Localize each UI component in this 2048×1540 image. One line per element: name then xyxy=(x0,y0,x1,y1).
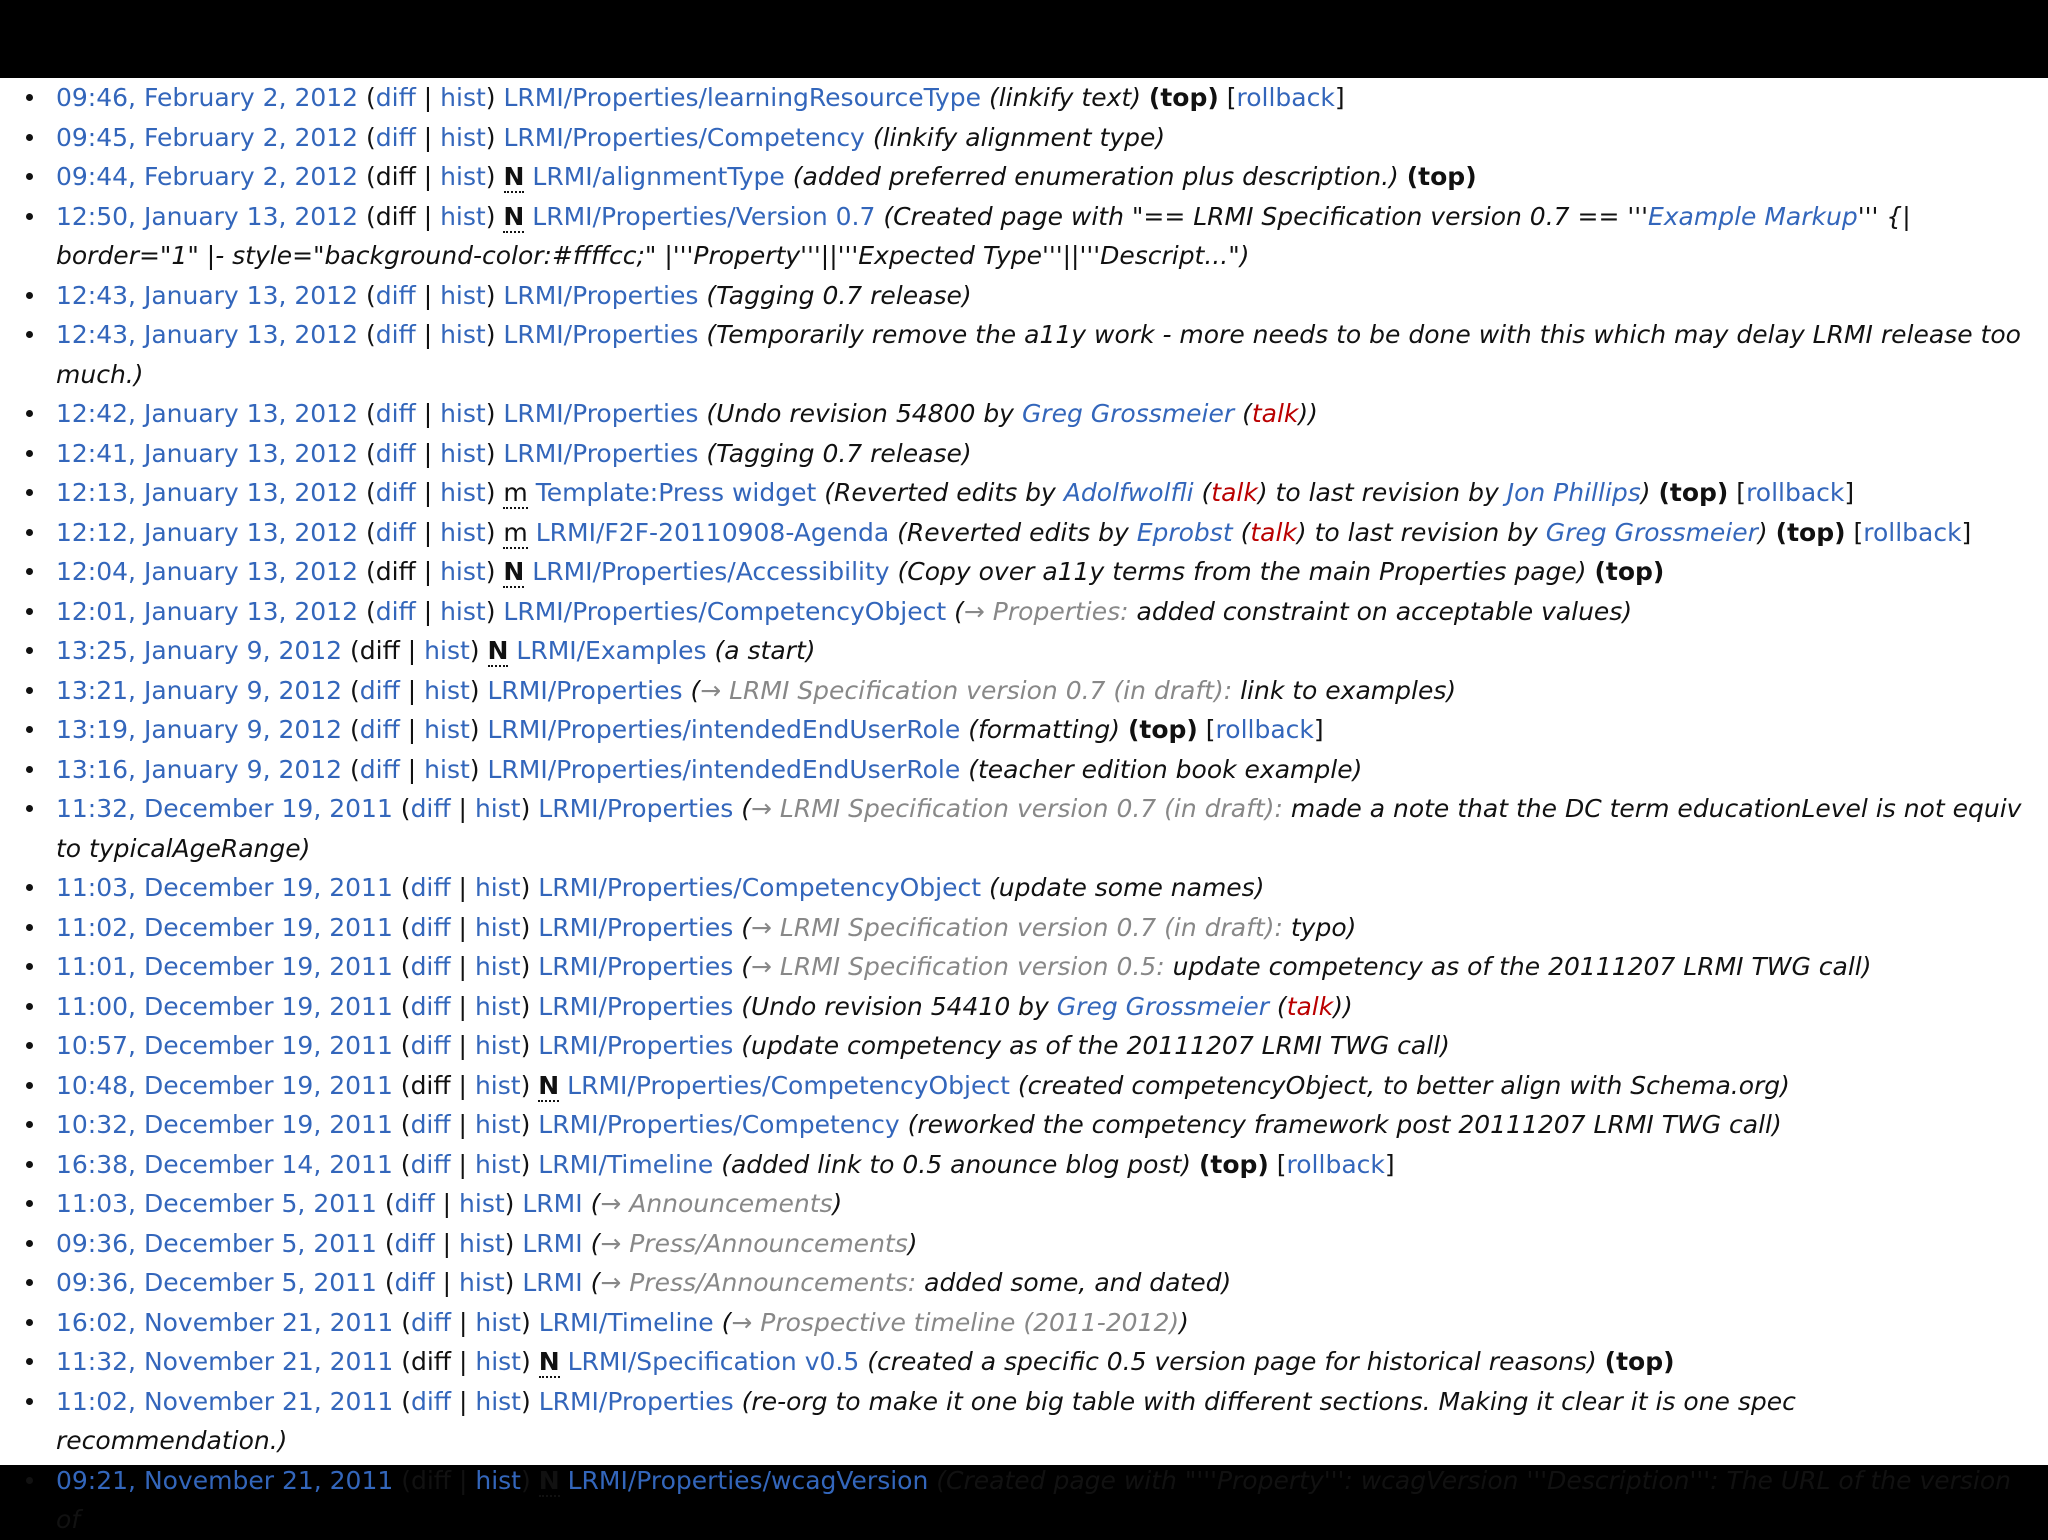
diff-link[interactable]: diff xyxy=(410,991,451,1021)
hist-link[interactable]: hist xyxy=(440,557,486,586)
contribution-item: 12:41, January 13, 2012 (diff | hist) LRMI/Properties (Tagging 0.7 release) xyxy=(0,434,2048,474)
edit-summary xyxy=(591,1229,918,1258)
contribution-item: 10:48, December 19, 2011 (diff | hist) N LRMI/Properties/CompetencyObject (created competencyObject, to better align with Schema.org) xyxy=(0,1066,2048,1106)
summary-text: (reworked the competency framework post 20111207 LRMI TWG call) xyxy=(907,1110,1782,1139)
timestamp-link[interactable]: 10:57, December 19, 2011 xyxy=(56,1031,393,1060)
summary-text: (Reverted edits by xyxy=(897,517,1137,547)
hist-link[interactable]: hist xyxy=(424,754,470,784)
page-title-link[interactable]: Template:Press widget xyxy=(535,478,817,507)
page-title-link[interactable]: LRMI/Examples xyxy=(516,636,707,665)
diff-link[interactable]: diff xyxy=(394,1268,435,1297)
diff-label: diff xyxy=(410,1070,451,1100)
contributions-panel xyxy=(0,78,2048,1534)
summary-text: )) xyxy=(1333,991,1353,1021)
summary-text: ) xyxy=(1757,517,1768,547)
timestamp-link[interactable]: 12:01, January 13, 2012 xyxy=(56,596,358,626)
hist-link[interactable]: hist xyxy=(459,1268,505,1297)
summary-text: ( xyxy=(741,952,751,981)
diff-link[interactable]: diff xyxy=(410,912,451,942)
summary-text: ) xyxy=(832,1189,843,1218)
summary-text: ( xyxy=(1232,517,1251,547)
edit-summary xyxy=(793,162,1399,191)
timestamp-link[interactable]: 12:43, January 13, 2012 xyxy=(56,280,358,310)
timestamp-link[interactable]: 11:00, December 19, 2011 xyxy=(56,991,393,1021)
diff-link[interactable]: diff xyxy=(375,280,416,310)
new-page-flag: N xyxy=(503,162,525,191)
summary-text: (linkify alignment type) xyxy=(872,122,1166,152)
hist-link[interactable]: hist xyxy=(474,1031,521,1060)
hist-link[interactable]: hist xyxy=(440,280,486,310)
timestamp-link[interactable]: 13:16, January 9, 2012 xyxy=(56,754,343,784)
edit-summary xyxy=(721,1150,1191,1179)
top-marker: (top) xyxy=(1198,1149,1269,1179)
hist-link[interactable]: hist xyxy=(474,873,521,902)
timestamp-link[interactable]: 16:02, November 21, 2011 xyxy=(56,1307,394,1337)
edit-summary xyxy=(824,478,1650,507)
page-title-link[interactable]: LRMI/Properties xyxy=(538,1386,734,1416)
new-page-flag: N xyxy=(503,201,525,231)
page-title-link[interactable]: LRMI/Properties/CompetencyObject xyxy=(538,873,982,902)
edit-summary xyxy=(741,952,1871,981)
summary-text: (Reverted edits by xyxy=(824,478,1064,507)
contribution-item: 13:19, January 9, 2012 (diff | hist) LRMI/Properties/intendedEndUserRole (formatting) (top) [rollback] xyxy=(0,710,2048,750)
hist-link[interactable]: hist xyxy=(474,952,521,981)
timestamp-link[interactable]: 09:46, February 2, 2012 xyxy=(56,83,359,112)
timestamp-link[interactable]: 12:42, January 13, 2012 xyxy=(56,399,358,428)
summary-text: (Copy over a11y terms from the main Properties page) xyxy=(897,557,1587,586)
talk-link[interactable]: talk xyxy=(1250,517,1297,547)
contribution-item: 09:46, February 2, 2012 (diff | hist) LRMI/Properties/learningResourceType (linkify text) (top) [rollback] xyxy=(0,78,2048,118)
timestamp-link[interactable]: 10:48, December 19, 2011 xyxy=(56,1070,393,1100)
page-title-link[interactable]: LRMI xyxy=(522,1268,583,1297)
summary-text: (teacher edition book example) xyxy=(968,754,1363,784)
contribution-item: 11:32, November 21, 2011 (diff | hist) N LRMI/Specification v0.5 (created a specific 0.5 version page for historical reasons) (top) xyxy=(0,1342,2048,1382)
summary-text: (created a specific 0.5 version page for historical reasons) xyxy=(867,1347,1597,1376)
summary-text: added constraint on acceptable values) xyxy=(1128,596,1633,626)
contribution-item: 11:02, December 19, 2011 (diff | hist) LRMI/Properties (→ LRMI Specification version 0.7 (in draft): typo) xyxy=(0,908,2048,948)
summary-text: (Undo revision 54800 by xyxy=(706,399,1022,428)
hist-link[interactable]: hist xyxy=(474,991,521,1021)
diff-link[interactable]: diff xyxy=(375,320,416,349)
edit-summary xyxy=(741,992,1353,1021)
top-marker: (top) xyxy=(1658,478,1729,507)
page-title-link[interactable]: LRMI/Properties/Accessibility xyxy=(532,557,890,586)
summary-text: (Undo revision 54410 by xyxy=(741,991,1057,1021)
summary-text: )) xyxy=(1298,399,1318,428)
contribution-item: 12:42, January 13, 2012 (diff | hist) LRMI/Properties (Undo revision 54800 by Greg Grossmeier (talk)) xyxy=(0,394,2048,434)
edit-summary xyxy=(873,123,1165,152)
hist-link[interactable]: hist xyxy=(424,636,470,665)
page-title-link[interactable]: LRMI/Properties/CompetencyObject xyxy=(503,596,947,626)
hist-link[interactable]: hist xyxy=(440,438,486,468)
hist-link[interactable]: hist xyxy=(475,1347,521,1376)
summary-text: typo) xyxy=(1282,912,1357,942)
summary-text: (added preferred enumeration plus description.) xyxy=(792,162,1399,191)
page-title-link[interactable]: LRMI/Properties xyxy=(538,952,734,981)
hist-link[interactable]: hist xyxy=(474,912,521,942)
rollback-link[interactable]: rollback xyxy=(1286,1149,1385,1179)
page-title-link[interactable]: LRMI/F2F-20110908-Agenda xyxy=(535,517,890,547)
hist-link[interactable]: hist xyxy=(474,794,521,823)
edit-summary xyxy=(591,1189,843,1218)
timestamp-link[interactable]: 09:45, February 2, 2012 xyxy=(56,122,359,152)
hist-link[interactable]: hist xyxy=(440,162,486,191)
contribution-item: 12:13, January 13, 2012 (diff | hist) m Template:Press widget (Reverted edits by Adolfwolfli (talk) to last revision by Jon Phillips) (top) [rollback] xyxy=(0,473,2048,513)
diff-link[interactable]: diff xyxy=(359,675,400,705)
summary-text: (formatting) xyxy=(968,715,1121,744)
edit-summary xyxy=(898,557,1587,586)
hist-link[interactable]: hist xyxy=(440,320,486,349)
edit-summary xyxy=(954,597,1632,626)
summary-text: (Tagging 0.7 release) xyxy=(706,438,972,468)
page-title-link[interactable]: LRMI/Properties/Competency xyxy=(503,122,865,152)
summary-text: (update some names) xyxy=(989,873,1265,902)
contribution-item: 12:50, January 13, 2012 (diff | hist) N LRMI/Properties/Version 0.7 (Created page with "== LRMI Specification version 0.7 == '''Example Markup''' {| border="1" |- style="background-color:#ffffcc;" |'''Property'''||'''Expected Type'''||'''Descript...") xyxy=(0,197,2048,276)
user-link[interactable]: Eprobst xyxy=(1136,517,1233,547)
edit-summary xyxy=(690,676,1456,705)
edit-summary xyxy=(591,1268,1232,1297)
diff-label: diff xyxy=(375,201,416,231)
edit-summary xyxy=(897,518,1768,547)
summary-text: ( xyxy=(590,1228,601,1258)
summary-text: ( xyxy=(1193,478,1212,507)
top-marker: (top) xyxy=(1406,162,1477,191)
summary-text: (added link to 0.5 anounce blog post) xyxy=(721,1149,1191,1179)
contribution-item: 10:32, December 19, 2011 (diff | hist) LRMI/Properties/Competency (reworked the competency framework post 20111207 LRMI TWG call) xyxy=(0,1105,2048,1145)
contribution-item: 13:21, January 9, 2012 (diff | hist) LRMI/Properties (→ LRMI Specification version 0.7 (in draft): link to examples) xyxy=(0,671,2048,711)
diff-link[interactable]: diff xyxy=(359,715,400,744)
page-title-link[interactable]: LRMI/Properties xyxy=(503,438,699,468)
page-title-link[interactable]: LRMI/Properties xyxy=(538,794,734,823)
page-title-link[interactable]: LRMI/Properties xyxy=(503,399,699,428)
summary-text: ( xyxy=(690,675,701,705)
timestamp-link[interactable]: 12:04, January 13, 2012 xyxy=(56,557,358,586)
summary-text: link to examples) xyxy=(1232,675,1457,705)
edit-summary xyxy=(989,873,1264,902)
contributions-list xyxy=(0,78,2048,1540)
diff-link[interactable]: diff xyxy=(359,754,400,784)
diff-link[interactable]: diff xyxy=(410,1149,451,1179)
timestamp-link[interactable]: 11:02, November 21, 2011 xyxy=(56,1386,394,1416)
diff-link[interactable]: diff xyxy=(410,1386,452,1416)
summary-text: ( xyxy=(1268,991,1287,1021)
diff-link[interactable]: diff xyxy=(375,438,416,468)
timestamp-link[interactable]: 12:41, January 13, 2012 xyxy=(56,438,358,468)
diff-label: diff xyxy=(410,1347,452,1376)
summary-text: ( xyxy=(741,912,751,942)
page-title-link[interactable]: LRMI/Specification v0.5 xyxy=(567,1347,860,1376)
diff-label: diff xyxy=(375,162,416,191)
contribution-item: 13:25, January 9, 2012 (diff | hist) N LRMI/Examples (a start) xyxy=(0,631,2048,671)
hist-link[interactable]: hist xyxy=(440,517,486,547)
diff-link[interactable]: diff xyxy=(410,1031,451,1060)
edit-summary xyxy=(706,439,971,468)
timestamp-link[interactable]: 09:36, December 5, 2011 xyxy=(56,1228,377,1258)
user-link[interactable]: Greg Grossmeier xyxy=(1056,991,1269,1021)
hist-link[interactable]: hist xyxy=(440,399,486,428)
timestamp-link[interactable]: 11:03, December 19, 2011 xyxy=(56,873,393,902)
new-page-flag: N xyxy=(538,1070,560,1100)
minor-edit-flag: m xyxy=(503,478,528,507)
page-title-link[interactable]: LRMI/alignmentType xyxy=(532,162,785,191)
page-title-link[interactable]: LRMI/Properties/Competency xyxy=(538,1110,900,1139)
hist-link[interactable]: hist xyxy=(474,1110,521,1139)
top-marker: (top) xyxy=(1127,715,1198,744)
contribution-item: 09:45, February 2, 2012 (diff | hist) LRMI/Properties/Competency (linkify alignment type) xyxy=(0,118,2048,158)
edit-summary xyxy=(741,1031,1450,1060)
top-marker: (top) xyxy=(1594,557,1665,586)
summary-text: (Temporarily remove the a11y work - more needs to be done with this which may delay LRMI release too much.) xyxy=(56,320,2021,389)
summary-text: ( xyxy=(721,1307,732,1337)
rollback-link[interactable]: rollback xyxy=(1215,715,1314,744)
hist-link[interactable]: hist xyxy=(424,675,470,705)
new-page-flag: N xyxy=(538,1465,560,1495)
talk-link[interactable]: talk xyxy=(1211,478,1258,507)
edit-summary xyxy=(741,913,1356,942)
diff-link[interactable]: diff xyxy=(375,596,416,626)
contribution-item: 12:01, January 13, 2012 (diff | hist) LRMI/Properties/CompetencyObject (→ Properties: added constraint on acceptable values) xyxy=(0,592,2048,632)
contribution-item: 12:04, January 13, 2012 (diff | hist) N LRMI/Properties/Accessibility (Copy over a11y terms from the main Properties page) (top) xyxy=(0,552,2048,592)
timestamp-link[interactable]: 12:12, January 13, 2012 xyxy=(56,517,358,547)
summary-text: ) xyxy=(1640,478,1651,507)
hist-link[interactable]: hist xyxy=(474,1070,521,1100)
summary-text: ''' {| border="1" |- style="background-color:#ffffcc;" |'''Property'''||'''Expected Type'''||'''Descript...") xyxy=(56,201,1911,270)
edit-summary xyxy=(989,83,1141,112)
new-page-flag: N xyxy=(487,636,509,665)
summary-text: ) to last revision by xyxy=(1296,517,1546,547)
contribution-item: 10:57, December 19, 2011 (diff | hist) LRMI/Properties (update competency as of the 20111207 LRMI TWG call) xyxy=(0,1026,2048,1066)
summary-text: made a note that the DC term educationLevel is not equiv to typicalAgeRange) xyxy=(56,794,2022,863)
contribution-item: 11:01, December 19, 2011 (diff | hist) LRMI/Properties (→ LRMI Specification version 0.5: update competency as of the 20111207 LRMI TWG call) xyxy=(0,947,2048,987)
edit-summary xyxy=(715,636,816,665)
rollback-link[interactable]: rollback xyxy=(1236,83,1335,112)
page-title-link[interactable]: LRMI xyxy=(522,1228,583,1258)
diff-link[interactable]: diff xyxy=(394,1228,435,1258)
timestamp-link[interactable]: 11:32, November 21, 2011 xyxy=(56,1347,394,1376)
user-link[interactable]: Example Markup xyxy=(1647,201,1858,231)
summary-text: (created competencyObject, to better align with Schema.org) xyxy=(1017,1070,1790,1100)
edit-summary xyxy=(968,755,1362,784)
summary-text: (a start) xyxy=(714,636,816,665)
page-title-link[interactable]: LRMI/Properties xyxy=(503,280,699,310)
timestamp-link[interactable]: 11:02, December 19, 2011 xyxy=(56,912,393,942)
summary-text: (Tagging 0.7 release) xyxy=(706,280,972,310)
top-marker: (top) xyxy=(1775,517,1846,547)
summary-text: (update competency as of the 20111207 LRMI TWG call) xyxy=(741,1031,1450,1060)
page-title-link[interactable]: LRMI xyxy=(522,1189,583,1218)
hist-link[interactable]: hist xyxy=(475,1307,521,1337)
section-link[interactable]: → Announcements xyxy=(600,1189,833,1218)
minor-edit-flag: m xyxy=(503,517,528,547)
summary-text: ( xyxy=(741,794,751,823)
timestamp-link[interactable]: 13:25, January 9, 2012 xyxy=(56,636,343,665)
hist-link[interactable]: hist xyxy=(475,1386,521,1416)
new-page-flag: N xyxy=(503,557,525,586)
timestamp-link[interactable]: 10:32, December 19, 2011 xyxy=(56,1110,393,1139)
page-title-link[interactable]: LRMI/Properties xyxy=(538,912,734,942)
summary-text: added some, and dated) xyxy=(916,1268,1232,1297)
section-link[interactable]: → Prospective timeline (2011-2012) xyxy=(731,1307,1180,1337)
page-title-link[interactable]: LRMI/Properties xyxy=(503,320,699,349)
summary-text: ( xyxy=(590,1268,601,1297)
timestamp-link[interactable]: 13:21, January 9, 2012 xyxy=(56,675,343,705)
page-title-link[interactable]: LRMI/Properties xyxy=(538,991,734,1021)
contribution-item: 09:36, December 5, 2011 (diff | hist) LRMI (→ Press/Announcements: added some, and dated) xyxy=(0,1263,2048,1303)
edit-summary xyxy=(1018,1071,1790,1100)
section-link[interactable]: → LRMI Specification version 0.7 (in draft): xyxy=(751,912,1283,942)
summary-text: (Created page with "== LRMI Specification version 0.7 == ''' xyxy=(883,201,1648,231)
timestamp-link[interactable]: 13:19, January 9, 2012 xyxy=(56,715,343,744)
diff-label: diff xyxy=(359,636,400,665)
talk-link[interactable]: talk xyxy=(1251,399,1299,428)
edit-summary xyxy=(968,715,1120,744)
section-link[interactable]: → LRMI Specification version 0.7 (in draft): xyxy=(751,794,1283,823)
edit-summary xyxy=(706,281,971,310)
hist-link[interactable]: hist xyxy=(475,1465,521,1495)
contribution-item: 09:44, February 2, 2012 (diff | hist) N LRMI/alignmentType (added preferred enumeration plus description.) (top) xyxy=(0,157,2048,197)
edit-summary xyxy=(867,1347,1597,1376)
contribution-item: 11:03, December 5, 2011 (diff | hist) LRMI (→ Announcements) xyxy=(0,1184,2048,1224)
diff-link[interactable]: diff xyxy=(410,1307,452,1337)
user-link[interactable]: Greg Grossmeier xyxy=(1545,517,1758,547)
edit-summary xyxy=(908,1110,1782,1139)
hist-link[interactable]: hist xyxy=(440,83,486,112)
timestamp-link[interactable]: 11:03, December 5, 2011 xyxy=(56,1189,377,1218)
diff-link[interactable]: diff xyxy=(375,478,416,507)
page-title-link[interactable]: LRMI/Properties xyxy=(487,675,683,705)
summary-text: ( xyxy=(1234,399,1252,428)
timestamp-link[interactable]: 12:43, January 13, 2012 xyxy=(56,320,358,349)
top-marker: (top) xyxy=(1148,83,1219,112)
page-title-link[interactable]: LRMI/Properties/Version 0.7 xyxy=(532,201,876,231)
edit-summary xyxy=(722,1308,1189,1337)
contribution-item: 16:02, November 21, 2011 (diff | hist) LRMI/Timeline (→ Prospective timeline (2011-2012)) xyxy=(0,1303,2048,1343)
section-link[interactable]: → Press/Announcements xyxy=(600,1228,908,1258)
hist-link[interactable]: hist xyxy=(440,122,486,152)
summary-text: ( xyxy=(590,1189,601,1218)
page-title-link[interactable]: LRMI/Properties xyxy=(538,1031,734,1060)
new-page-flag: N xyxy=(538,1347,560,1376)
section-link[interactable]: → LRMI Specification version 0.5: xyxy=(751,952,1165,981)
top-marker: (top) xyxy=(1604,1347,1675,1376)
page-title-link[interactable]: LRMI/Properties/CompetencyObject xyxy=(567,1070,1010,1100)
diff-link[interactable]: diff xyxy=(375,517,416,547)
hist-link[interactable]: hist xyxy=(424,715,470,744)
user-link[interactable]: Adolfwolfli xyxy=(1063,478,1194,507)
contribution-item: 11:00, December 19, 2011 (diff | hist) LRMI/Properties (Undo revision 54410 by Greg Grossmeier (talk)) xyxy=(0,987,2048,1027)
summary-text: ) xyxy=(1179,1307,1189,1337)
diff-link[interactable]: diff xyxy=(410,794,451,823)
section-link[interactable]: → Press/Announcements: xyxy=(600,1268,917,1297)
diff-link[interactable]: diff xyxy=(410,952,451,981)
summary-text: (re-org to make it one big table with different sections. Making it clear it is one spec recommendation.) xyxy=(56,1386,1796,1455)
timestamp-link[interactable]: 11:32, December 19, 2011 xyxy=(56,794,393,823)
summary-text: ( xyxy=(954,596,964,626)
hist-link[interactable]: hist xyxy=(459,1228,505,1258)
edit-summary xyxy=(706,399,1318,428)
contribution-item: 13:16, January 9, 2012 (diff | hist) LRMI/Properties/intendedEndUserRole (teacher edition book example) xyxy=(0,750,2048,790)
user-link[interactable]: Jon Phillips xyxy=(1506,478,1641,507)
timestamp-link[interactable]: 12:50, January 13, 2012 xyxy=(56,201,358,231)
summary-text: update competency as of the 20111207 LRMI TWG call) xyxy=(1164,952,1872,981)
page-title-link[interactable]: LRMI/Properties/intendedEndUserRole xyxy=(487,754,961,784)
contribution-item: 09:36, December 5, 2011 (diff | hist) LRMI (→ Press/Announcements) xyxy=(0,1224,2048,1264)
contribution-item: 11:03, December 19, 2011 (diff | hist) LRMI/Properties/CompetencyObject (update some names) xyxy=(0,868,2048,908)
contribution-item: 11:02, November 21, 2011 (diff | hist) LRMI/Properties (re-org to make it one big table with different sections. Making it clear it is one spec recommendation.) xyxy=(0,1382,2048,1461)
contribution-item: 16:38, December 14, 2011 (diff | hist) LRMI/Timeline (added link to 0.5 anounce blog post) (top) [rollback] xyxy=(0,1145,2048,1185)
contribution-item: 11:32, December 19, 2011 (diff | hist) LRMI/Properties (→ LRMI Specification version 0.7 (in draft): made a note that the DC term educationLevel is not equiv to typicalAgeRange) xyxy=(0,789,2048,868)
summary-text: ) to last revision by xyxy=(1257,478,1507,507)
summary-text: (linkify text) xyxy=(988,83,1141,112)
timestamp-link[interactable]: 16:38, December 14, 2011 xyxy=(56,1149,393,1179)
page-title-link[interactable]: LRMI/Properties/wcagVersion xyxy=(567,1465,929,1495)
hist-link[interactable]: hist xyxy=(440,201,486,231)
diff-label: diff xyxy=(375,557,416,586)
timestamp-link[interactable]: 09:44, February 2, 2012 xyxy=(56,162,359,191)
hist-link[interactable]: hist xyxy=(474,1149,521,1179)
diff-link[interactable]: diff xyxy=(410,873,451,902)
diff-label: diff xyxy=(410,1465,452,1495)
section-link[interactable]: → LRMI Specification version 0.7 (in draft): xyxy=(700,675,1233,705)
diff-link[interactable]: diff xyxy=(410,1110,451,1139)
diff-link[interactable]: diff xyxy=(394,1189,435,1218)
timestamp-link[interactable]: 09:21, November 21, 2011 xyxy=(56,1465,394,1495)
contribution-item: 12:12, January 13, 2012 (diff | hist) m LRMI/F2F-20110908-Agenda (Reverted edits by Eprobst (talk) to last revision by Greg Grossmeier) (top) [rollback] xyxy=(0,513,2048,553)
page-title-link[interactable]: LRMI/Properties/intendedEndUserRole xyxy=(487,715,961,744)
page-title-link[interactable]: LRMI/Properties/learningResourceType xyxy=(503,83,981,112)
page-title-link[interactable]: LRMI/Timeline xyxy=(538,1149,714,1179)
section-link[interactable]: → Properties: xyxy=(963,596,1129,626)
summary-text: ) xyxy=(907,1228,918,1258)
rollback-link[interactable]: rollback xyxy=(1746,478,1845,507)
contribution-item: 12:43, January 13, 2012 (diff | hist) LRMI/Properties (Temporarily remove the a11y work - more needs to be done with this which may delay LRMI release too much.) xyxy=(0,315,2048,394)
hist-link[interactable]: hist xyxy=(440,478,486,507)
timestamp-link[interactable]: 09:36, December 5, 2011 xyxy=(56,1268,377,1297)
timestamp-link[interactable]: 11:01, December 19, 2011 xyxy=(56,952,393,981)
summary-text: (Created page with "'''Property''': wcagVersion '''Description''': The URL of the version of xyxy=(56,1465,2012,1534)
user-link[interactable]: Greg Grossmeier xyxy=(1021,399,1235,428)
diff-link[interactable]: diff xyxy=(375,83,416,112)
talk-link[interactable]: talk xyxy=(1286,991,1334,1021)
diff-link[interactable]: diff xyxy=(375,122,416,152)
diff-link[interactable]: diff xyxy=(375,399,416,428)
hist-link[interactable]: hist xyxy=(459,1189,505,1218)
contribution-item: 09:21, November 21, 2011 (diff | hist) N LRMI/Properties/wcagVersion (Created page with "'''Property''': wcagVersion '''Description''': The URL of the version of xyxy=(0,1461,2048,1540)
rollback-link[interactable]: rollback xyxy=(1863,517,1962,547)
contribution-item: 12:43, January 13, 2012 (diff | hist) LRMI/Properties (Tagging 0.7 release) xyxy=(0,276,2048,316)
timestamp-link[interactable]: 12:13, January 13, 2012 xyxy=(56,478,358,507)
hist-link[interactable]: hist xyxy=(440,596,486,626)
page-title-link[interactable]: LRMI/Timeline xyxy=(538,1307,714,1337)
